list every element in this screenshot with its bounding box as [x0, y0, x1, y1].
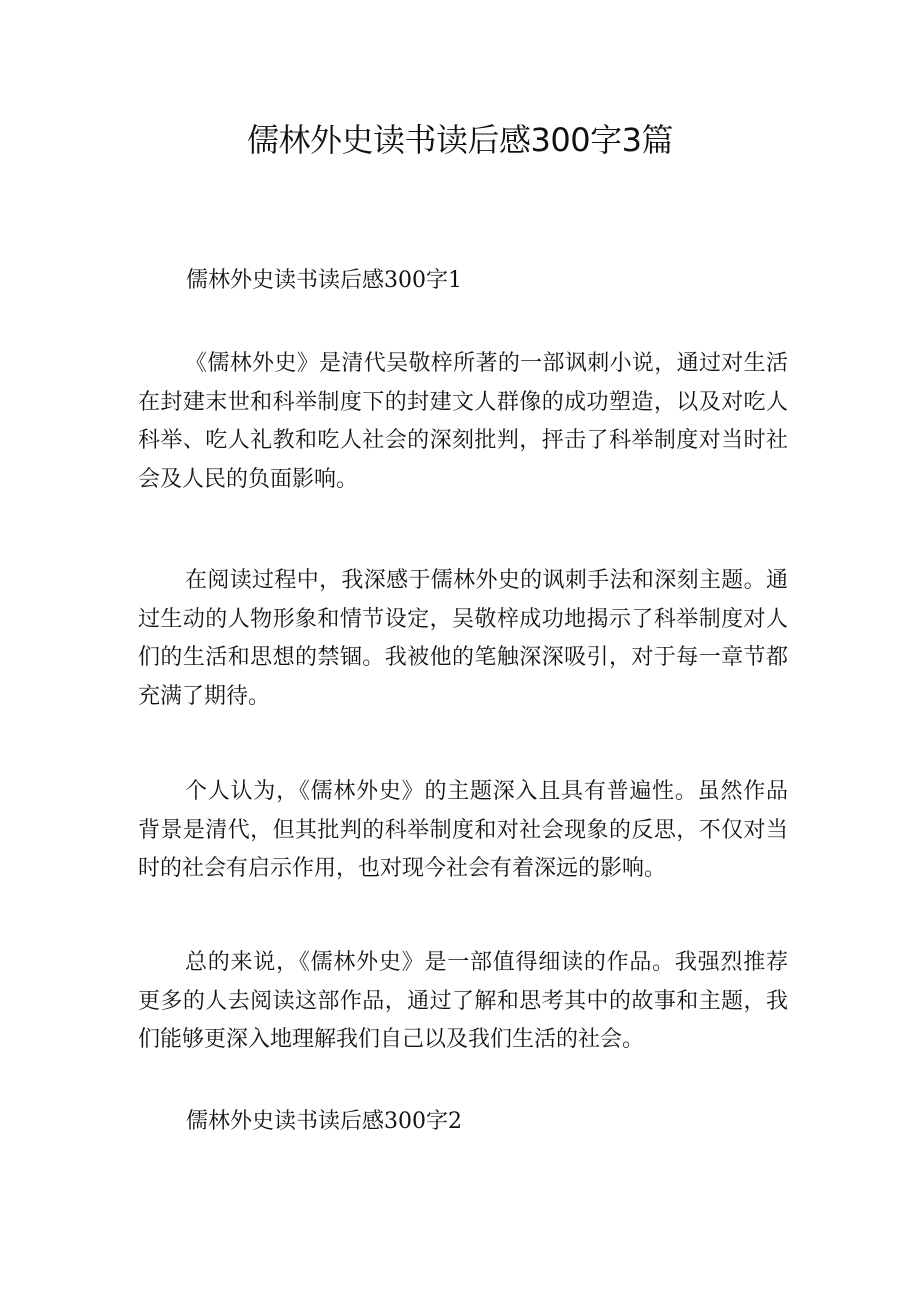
section-heading-2: 儒林外史读书读后感300字2	[186, 1109, 462, 1134]
paragraph-4: 总的来说，《儒林外史》是一部值得细读的作品。我强烈推荐更多的人去阅读这部作品，通过了解和思考其中的故事和主题，我们能够更深入地理解我们自己以及我们生活的社会。	[138, 950, 788, 1052]
paragraph-2: 在阅读过程中，我深感于儒林外史的讽刺手法和深刻主题。通过生动的人物形象和情节设定，吴敬梓成功地揭示了科举制度对人们的生活和思想的禁锢。我被他的笔触深深吸引，对于每一章节都充满了期待。	[138, 568, 788, 709]
paragraph-3: 个人认为，《儒林外史》的主题深入且具有普遍性。虽然作品背景是清代，但其批判的科举制度和对社会现象的反思，不仅对当时的社会有启示作用，也对现今社会有着深远的影响。	[138, 779, 788, 881]
document-title: 儒林外史读书读后感300字3篇	[247, 121, 673, 159]
section-heading-1: 儒林外史读书读后感300字1	[186, 268, 462, 293]
paragraph-1: 《儒林外史》是清代吴敬梓所著的一部讽刺小说，通过对生活在封建末世和科举制度下的封建文人群像的成功塑造，以及对吃人科举、吃人礼教和吃人社会的深刻批判，抨击了科举制度对当时社会及人民的负面影响。	[138, 351, 788, 492]
